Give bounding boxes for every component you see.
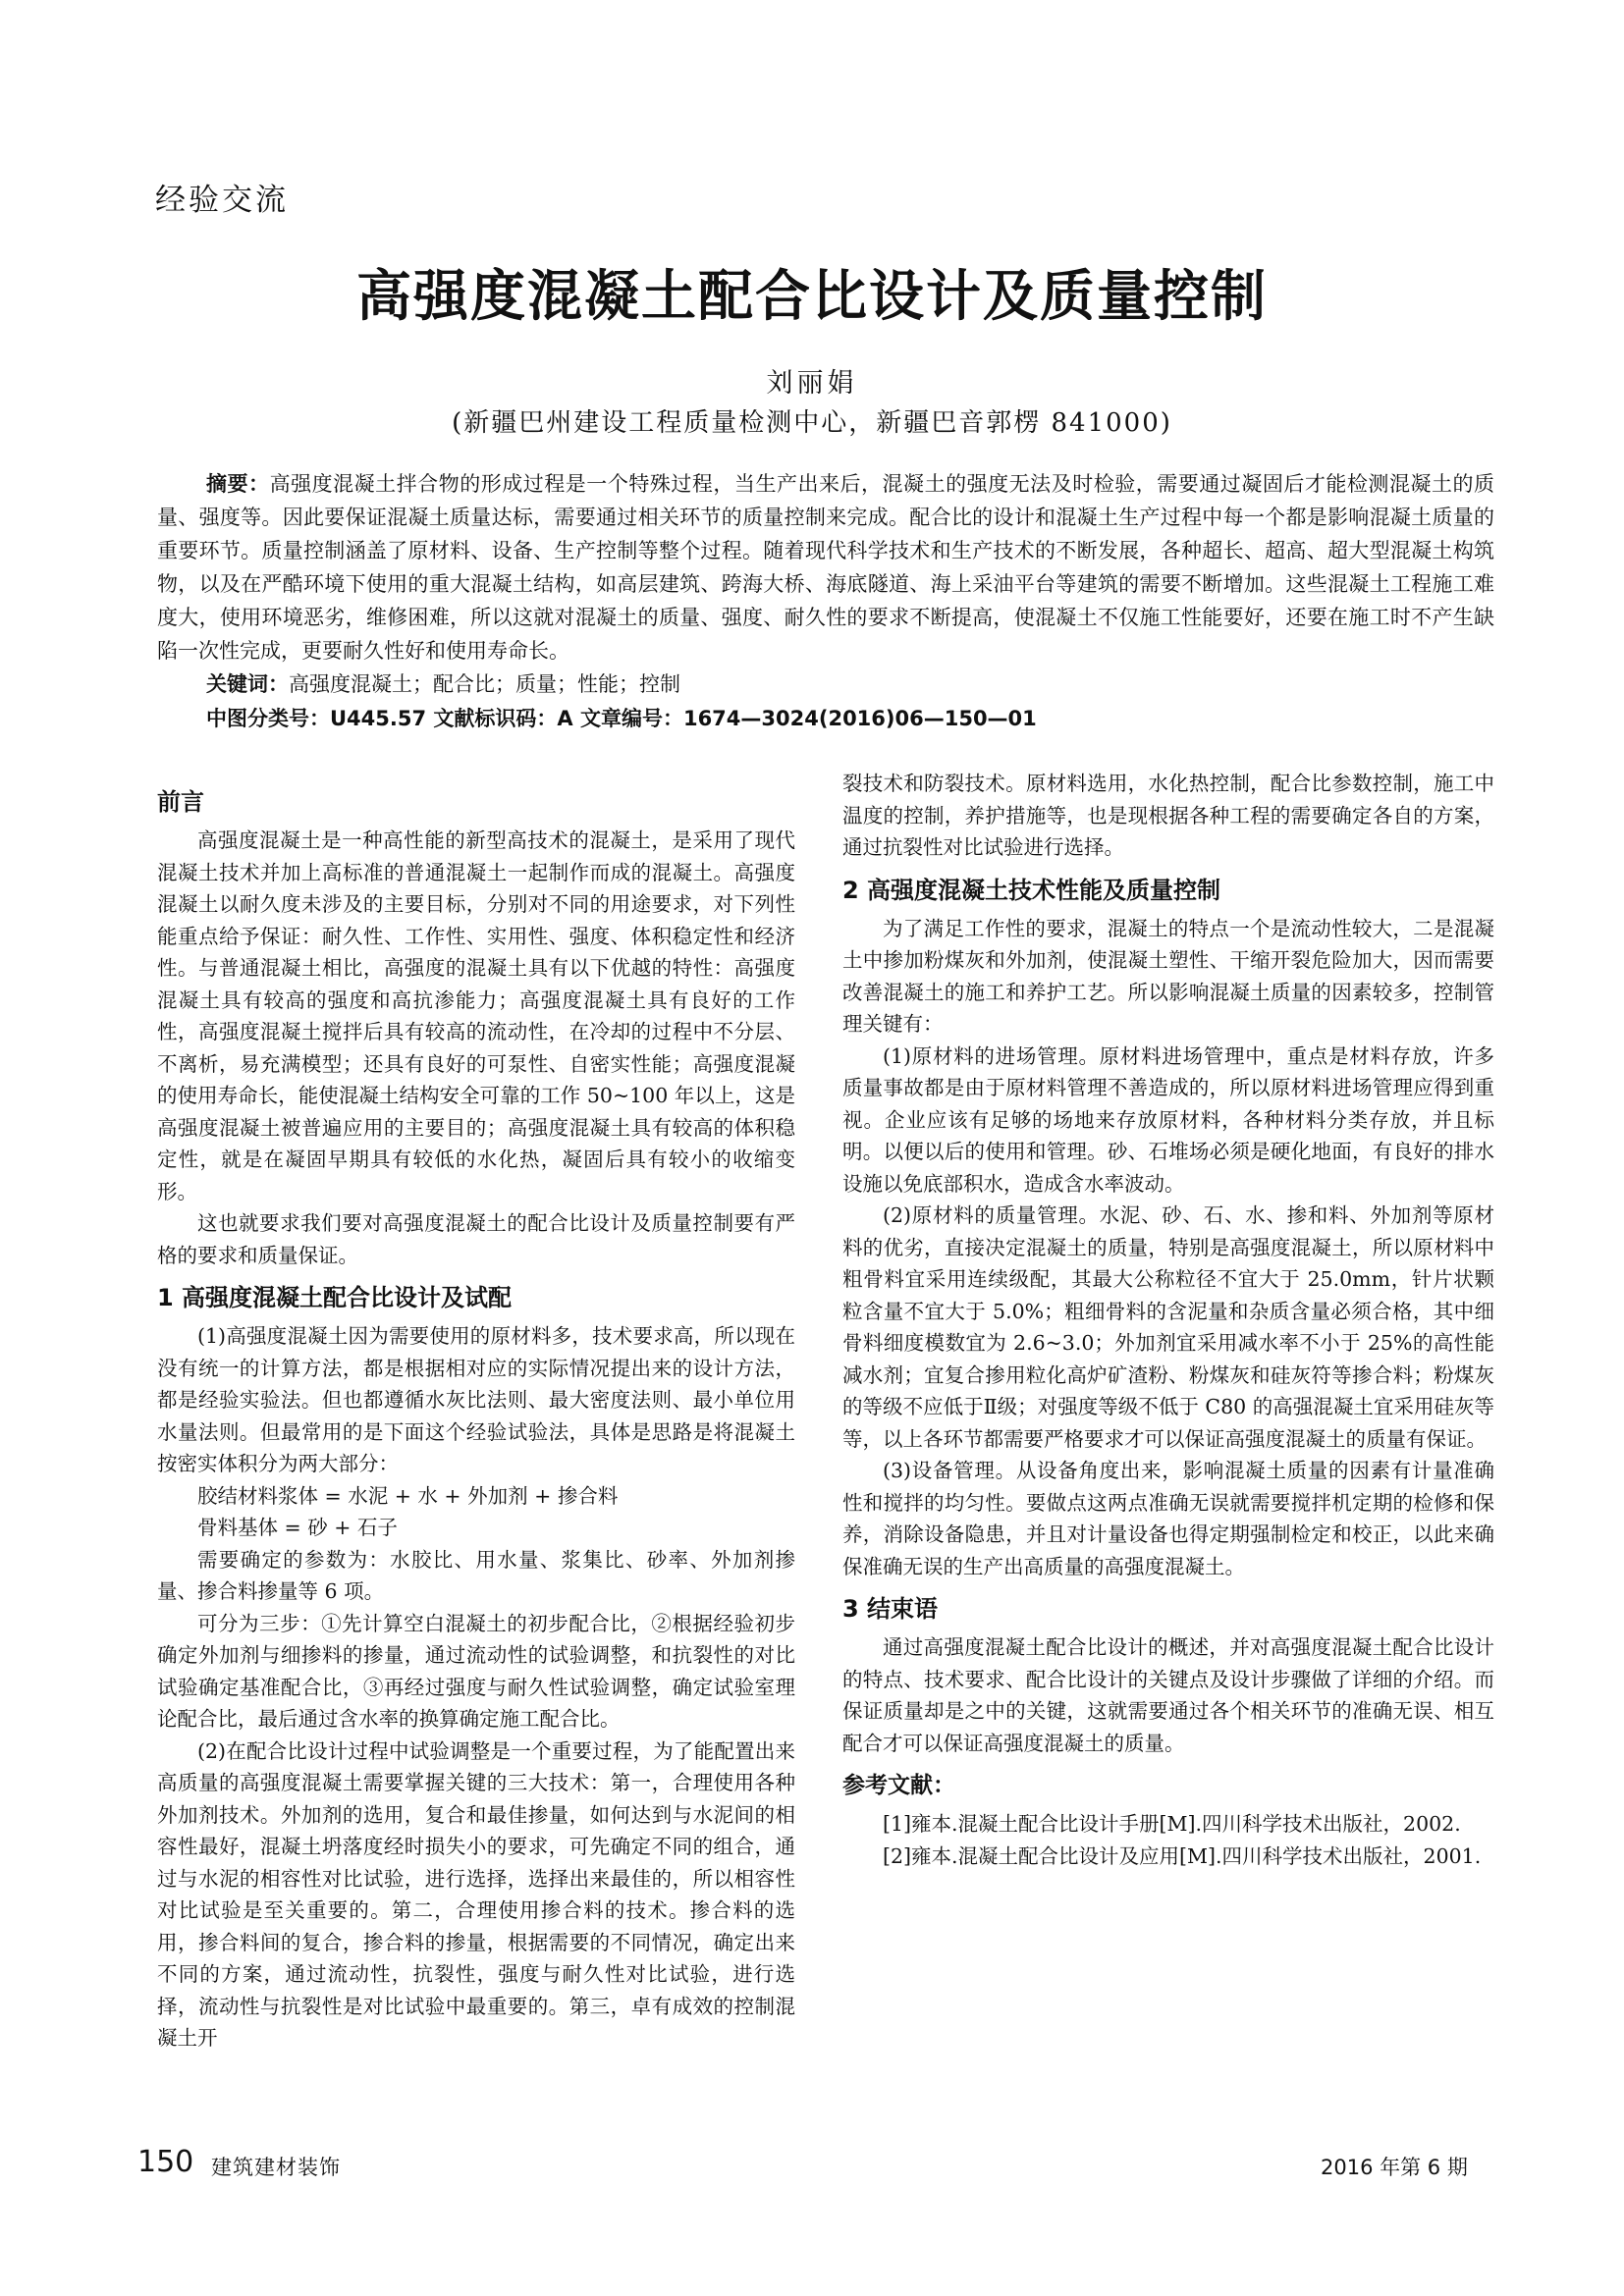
- journal-issue: 2016 年第 6 期: [1321, 2156, 1468, 2179]
- journal-name: 建筑建材装饰: [211, 2156, 341, 2179]
- page-number: 150: [137, 2145, 194, 2179]
- keywords-text: 高强度混凝土；配合比；质量；性能；控制: [289, 672, 680, 696]
- formula-binder-paste: 胶结材料浆体 = 水泥 + 水 + 外加剂 + 掺合料: [197, 1483, 619, 1508]
- paragraph: (3)设备管理。从设备角度出来，影响混凝土质量的因素有计量准确性和搅拌的均匀性。要做点这两点准确无误就需要搅拌机定期的检修和保养，消除设备隐患，并且对计量设备也得定期强制检定和校正，以此来确保准确无误的生产出高质量的高强度混凝土。: [842, 1459, 1494, 1578]
- abstract: [157, 467, 1494, 667]
- reference-item: [2]雍本.混凝土配合比设计及应用[M].四川科学技术出版社，2001.: [883, 1843, 1482, 1868]
- paragraph: 高强度混凝土是一种高性能的新型高技术的混凝土，是采用了现代混凝土技术并加上高标准的普通混凝土一起制作而成的混凝土。高强度混凝土以耐久度未涉及的主要目标，分别对不同的用途要求，对下列性能重点给予保证：耐久性、工作性、实用性、强度、体积稳定性和经济性。与普通混凝土相比，高强度的混凝土具有以下优越的特性：高强度混凝土具有较高的强度和高抗渗能力；高强度混凝土具有良好的工作性，高强度混凝土搅拌后具有较高的流动性，在冷却的过程中不分层、不离析，易充满模型；还具有良好的可泵性、自密实性能；高强度混凝的使用寿命长，能使混凝土结构安全可靠的工作 50~100 年以上，这是高强度混凝土被普遍应用的主要目的；高强度混凝土具有较高的体积稳定性，就是在凝固早期具有较低的水化热，凝固后具有较小的收缩变形。: [157, 828, 795, 1203]
- formula-aggregate: 骨料基体 = 砂 + 石子: [197, 1516, 398, 1539]
- right-column: [842, 768, 1494, 1872]
- section-heading-2: 2 高强度混凝土技术性能及质量控制: [842, 876, 1221, 904]
- paragraph: 为了满足工作性的要求，混凝土的特点一个是流动性较大，二是混凝土中掺加粉煤灰和外加剂，使混凝土塑性、干缩开裂危险加大，因而需要改善混凝土的施工和养护工艺。所以影响混凝土质量的因素较多，控制管理关键有：: [842, 916, 1494, 1036]
- section-heading-3: 3 结束语: [842, 1595, 939, 1623]
- abstract-label: 摘要：: [206, 472, 270, 496]
- paragraph: (2)原材料的质量管理。水泥、砂、石、水、掺和料、外加剂等原材料的优劣，直接决定混凝土的质量，特别是高强度混凝土，所以原材料中粗骨料宜采用连续级配，其最大公称粒径不宜大于 25.0mm，针片状颗粒含量不宜大于 5.0%；粗细骨料的含泥量和杂质含量必须合格，其中细骨料细度模数宜为 2.6~3.0；外加剂宜采用减水率不小于 25%的高性能减水剂；宜复合掺用粒化高炉矿渣粉、粉煤灰和硅灰符等掺合料；粉煤灰的等级不应低于Ⅱ级；对强度等级不低于 C80 的高强混凝土宜采用硅灰等等，以上各环节都需要严格要求才可以保证高强度混凝土的质量有保证。: [842, 1203, 1494, 1451]
- article-title: 高强度混凝土配合比设计及质量控制: [356, 265, 1268, 329]
- section-heading-1: 1 高强度混凝土配合比设计及试配: [157, 1284, 513, 1311]
- references-heading: 参考文献：: [842, 1773, 955, 1798]
- reference-item: [1]雍本.混凝土配合比设计手册[M].四川科学技术出版社，2002.: [883, 1812, 1461, 1836]
- left-column: [157, 775, 795, 2055]
- author: 刘丽娟: [766, 368, 858, 399]
- paragraph: (2)在配合比设计过程中试验调整是一个重要过程，为了能配置出来高质量的高强度混凝土需要掌握关键的三大技术：第一，合理使用各种外加剂技术。外加剂的选用，复合和最佳掺量，如何达到与水泥间的相容性最好，混凝土坍落度经时损失小的要求，可先确定不同的组合，通过与水泥的相容性对比试验，进行选择，选择出来最佳的，所以相容性对比试验是至关重要的。第二，合理使用掺合料的技术。掺合料的选用，掺合料间的复合，掺合料的掺量，根据需要的不同情况，确定出来不同的方案，通过流动性，抗裂性，强度与耐久性对比试验，进行选择，流动性与抗裂性是对比试验中最重要的。第三，卓有成效的控制混凝土开: [157, 1738, 795, 2050]
- classification-line: 中图分类号：U445.57 文献标识码：A 文章编号：1674—3024(2016)06—150—01: [206, 707, 1037, 730]
- section-heading-preface: 前言: [157, 788, 204, 816]
- keywords-label: 关键词：: [206, 672, 289, 696]
- paragraph: (1)高强度混凝土因为需要使用的原材料多，技术要求高，所以现在没有统一的计算方法，都是根据相对应的实际情况提出来的设计方法，都是经验实验法。但也都遵循水灰比法则、最大密度法则、最小单位用水量法则。但最常用的是下面这个经验试验法，具体是思路是将混凝土按密实体积分为两大部分：: [157, 1324, 795, 1475]
- paragraph: 可分为三步：①先计算空白混凝土的初步配合比，②根据经验初步确定外加剂与细掺料的掺量，通过流动性的试验调整，和抗裂性的对比试验确定基准配合比，③再经过强度与耐久性试验调整，确定试验室理论配合比，最后通过含水率的换算确定施工配合比。: [157, 1611, 795, 1731]
- abstract-text: 高强度混凝土拌合物的形成过程是一个特殊过程，当生产出来后，混凝土的强度无法及时检验，需要通过凝固后才能检测混凝土的质量、强度等。因此要保证混凝土质量达标，需要通过相关环节的质量控制来完成。配合比的设计和混凝土生产过程中每一个都是影响混凝土质量的重要环节。质量控制涵盖了原材料、设备、生产控制等整个过程。随着现代科学技术和生产技术的不断发展，各种超长、超高、超大型混凝土构筑物，以及在严酷环境下使用的重大混凝土结构，如高层建筑、跨海大桥、海底隧道、海上采油平台等建筑的需要不断增加。这些混凝土工程施工难度大，使用环境恶劣，维修困难，所以这就对混凝土的质量、强度、耐久性的要求不断提高，使混凝土不仅施工性能要好，还要在施工时不产生缺陷一次性完成，更要耐久性好和使用寿命长。: [157, 472, 1495, 663]
- affiliation: (新疆巴州建设工程质量检测中心，新疆巴音郭楞 841000): [452, 408, 1172, 438]
- keywords: [206, 667, 1492, 701]
- paragraph: 需要确定的参数为：水胶比、用水量、浆集比、砂率、外加剂掺量、掺合料掺量等 6 项。: [157, 1547, 795, 1603]
- column-tag: 经验交流: [155, 183, 289, 218]
- paragraph: (1)原材料的进场管理。原材料进场管理中，重点是材料存放，许多质量事故都是由于原材料管理不善造成的，所以原材料进场管理应得到重视。企业应该有足够的场地来存放原材料，各种材料分类存放，并且标明。以便以后的使用和管理。砂、石堆场必须是硬化地面，有良好的排水设施以免底部积水，造成含水率波动。: [842, 1043, 1494, 1196]
- paragraph: 通过高强度混凝土配合比设计的概述，并对高强度混凝土配合比设计的特点、技术要求、配合比设计的关键点及设计步骤做了详细的介绍。而保证质量却是之中的关键，这就需要通过各个相关环节的准确无误、相互配合才可以保证高强度混凝土的质量。: [842, 1635, 1494, 1755]
- paragraph-continued: 裂技术和防裂技术。原材料选用，水化热控制，配合比参数控制，施工中温度的控制，养护措施等，也是现根据各种工程的需要确定各自的方案，通过抗裂性对比试验进行选择。: [842, 772, 1494, 859]
- paragraph: 这也就要求我们要对高强度混凝土的配合比设计及质量控制要有严格的要求和质量保证。: [157, 1211, 795, 1267]
